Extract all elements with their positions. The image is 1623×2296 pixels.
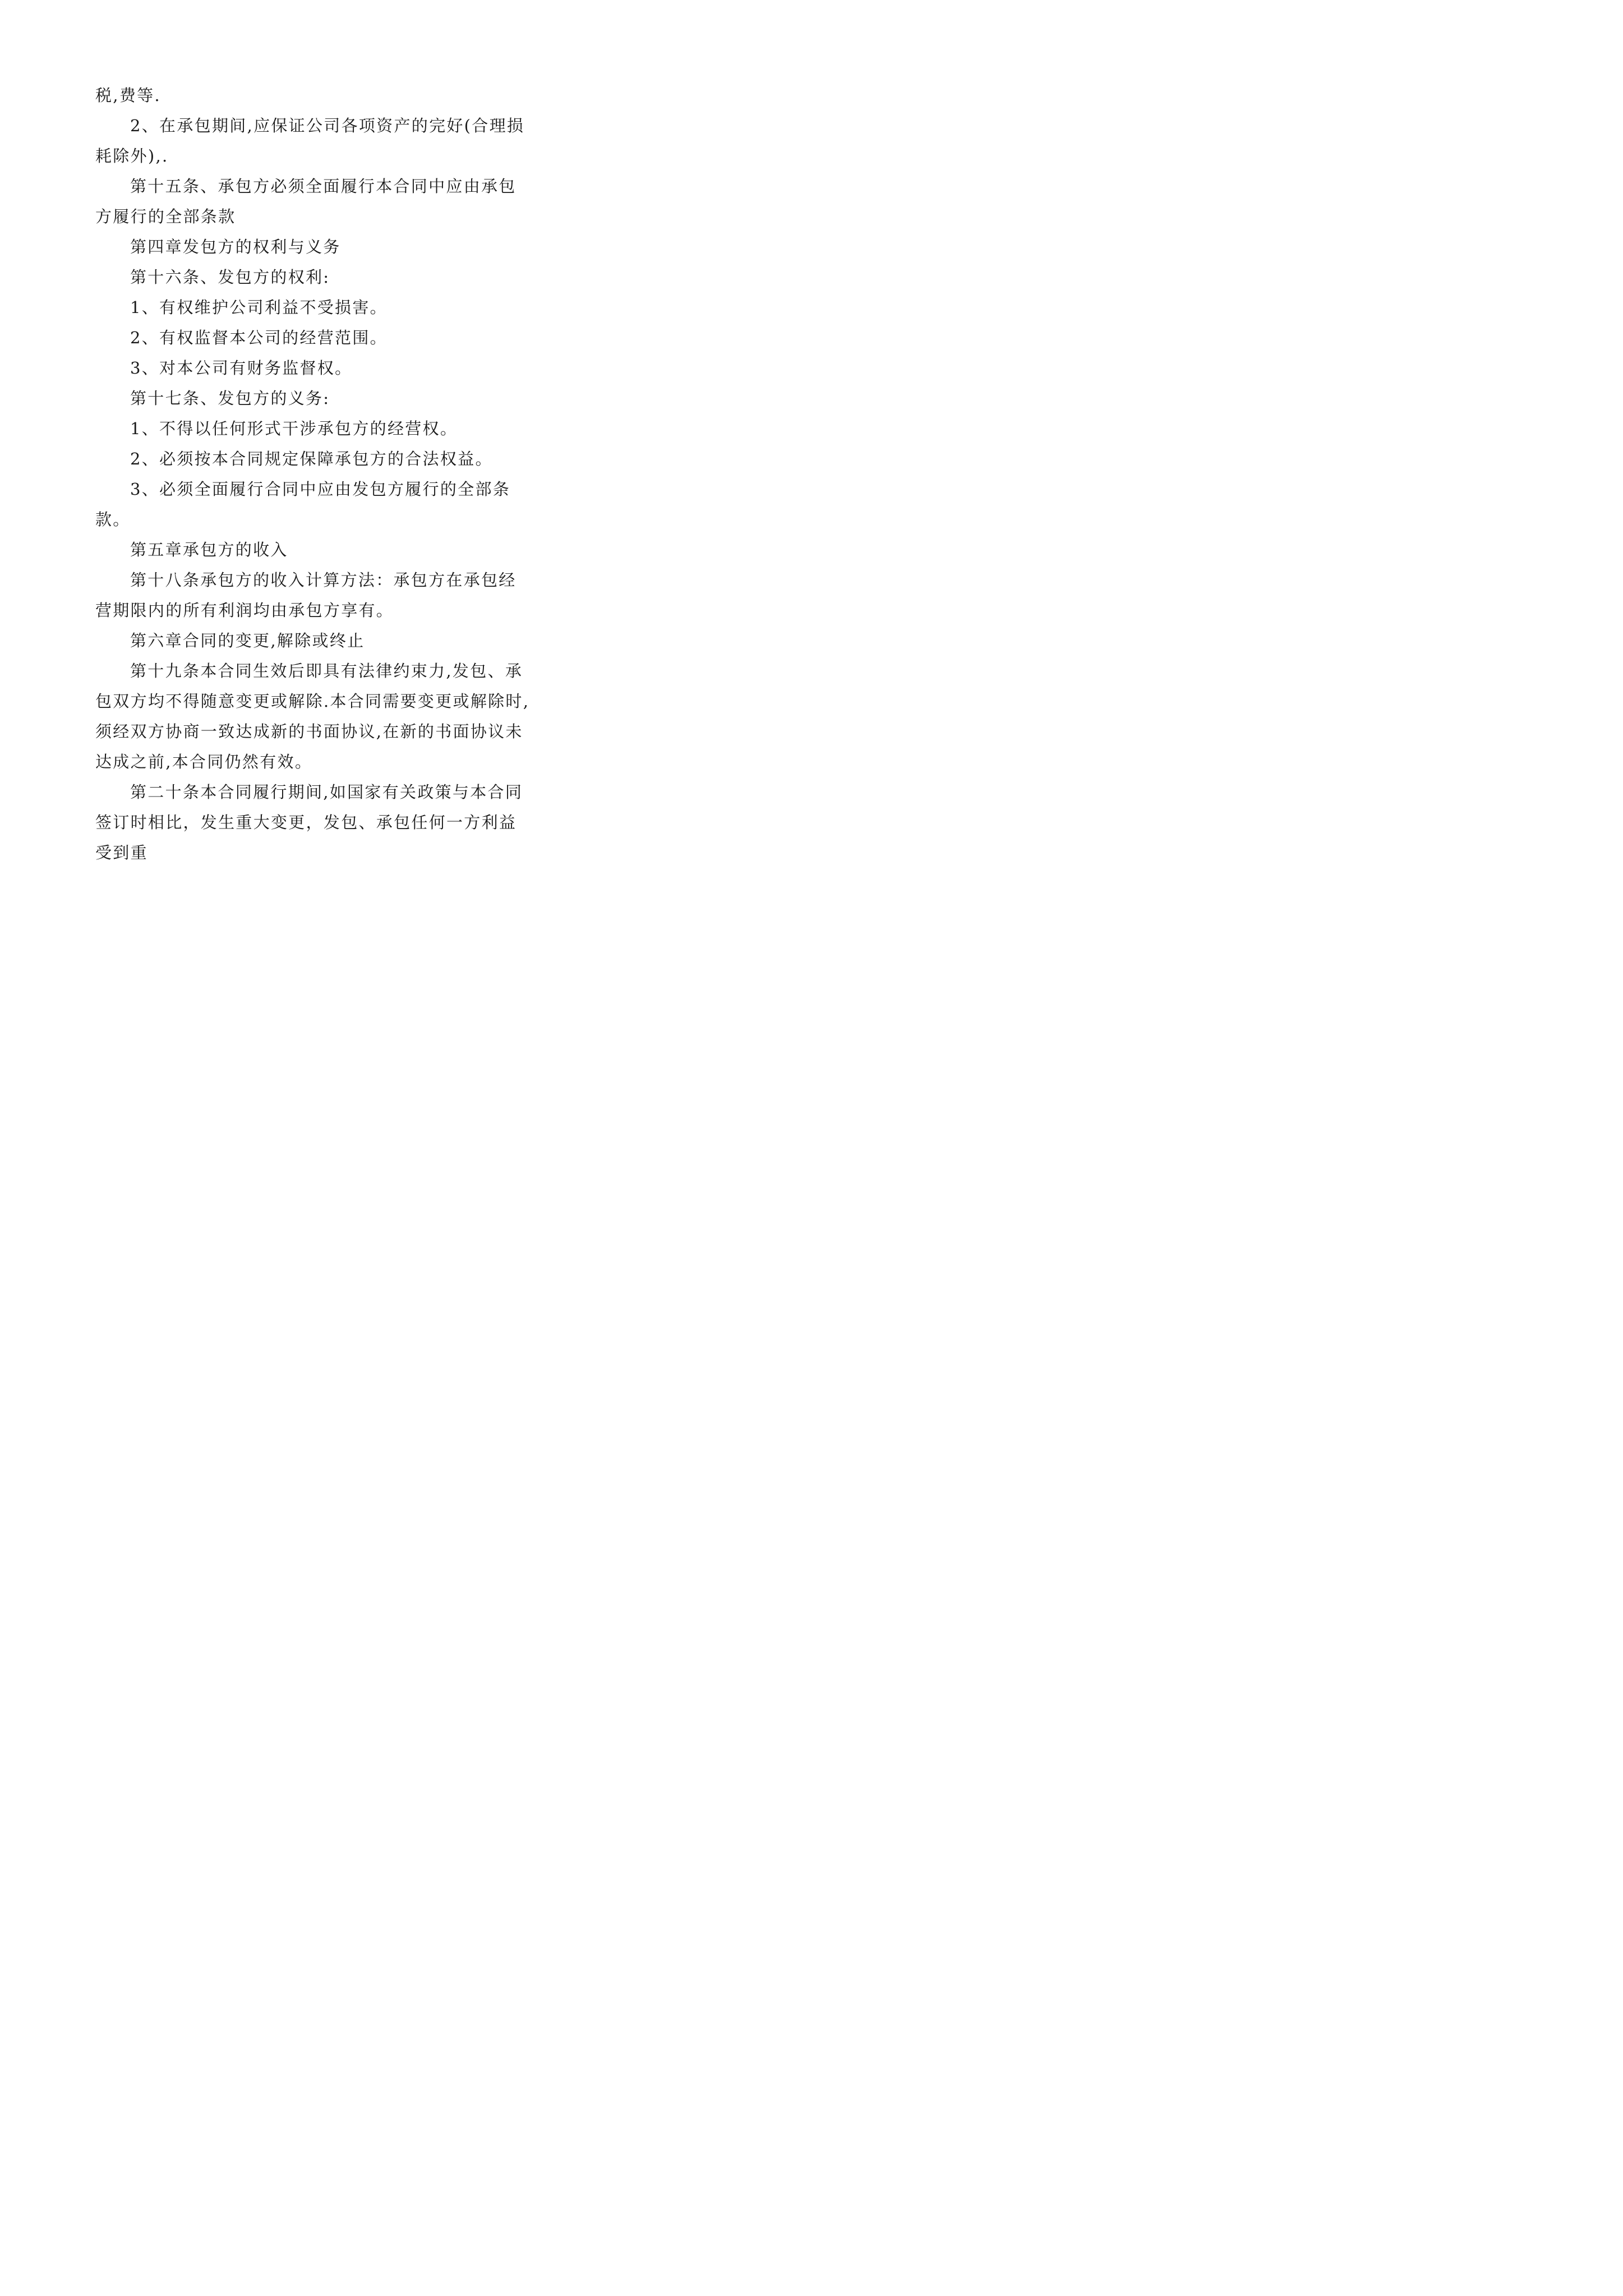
- list-item-duty-3: 3、必须全面履行合同中应由发包方履行的全部条款。: [95, 480, 511, 529]
- list-item-right-2: 2、有权监督本公司的经营范围。: [130, 328, 388, 347]
- paragraph-article-16: 第十六条、发包方的权利:: [130, 268, 330, 287]
- paragraph-article-20: 第二十条本合同履行期间,如国家有关政策与本合同签订时相比，发生重大变更，发包、承包任何一方利益受到重: [95, 783, 523, 862]
- heading-chapter-4: 第四章发包方的权利与义务: [130, 237, 341, 256]
- document-page: [0, 0, 612, 866]
- list-item-duty-2: 2、必须按本合同规定保障承包方的合法权益。: [130, 449, 493, 468]
- paragraph-article-17: 第十七条、发包方的义务:: [130, 389, 330, 408]
- heading-chapter-5: 第五章承包方的收入: [130, 540, 288, 559]
- paragraph-article-19: 第十九条本合同生效后即具有法律约束力,发包、承包双方均不得随意变更或解除.本合同需要变更或解除时,须经双方协商一致达成新的书面协议,在新的书面协议未达成之前,本合同仍然有效。: [95, 661, 530, 771]
- heading-chapter-6: 第六章合同的变更,解除或终止: [130, 631, 365, 650]
- paragraph-article-15: 第十五条、承包方必须全面履行本合同中应由承包方履行的全部条款: [95, 177, 517, 226]
- list-item-right-1: 1、有权维护公司利益不受损害。: [130, 298, 388, 317]
- paragraph-article-18: 第十八条承包方的收入计算方法：承包方在承包经营期限内的所有利润均由承包方享有。: [95, 570, 517, 620]
- paragraph-taxes-fees: 税,费等.: [95, 86, 161, 105]
- list-item-duty-1: 1、不得以任何形式干涉承包方的经营权。: [130, 419, 458, 438]
- list-item-right-3: 3、对本公司有财务监督权。: [130, 358, 353, 378]
- document-body: [95, 80, 533, 868]
- paragraph-asset-integrity: 2、在承包期间,应保证公司各项资产的完好(合理损耗除外),.: [95, 116, 525, 165]
